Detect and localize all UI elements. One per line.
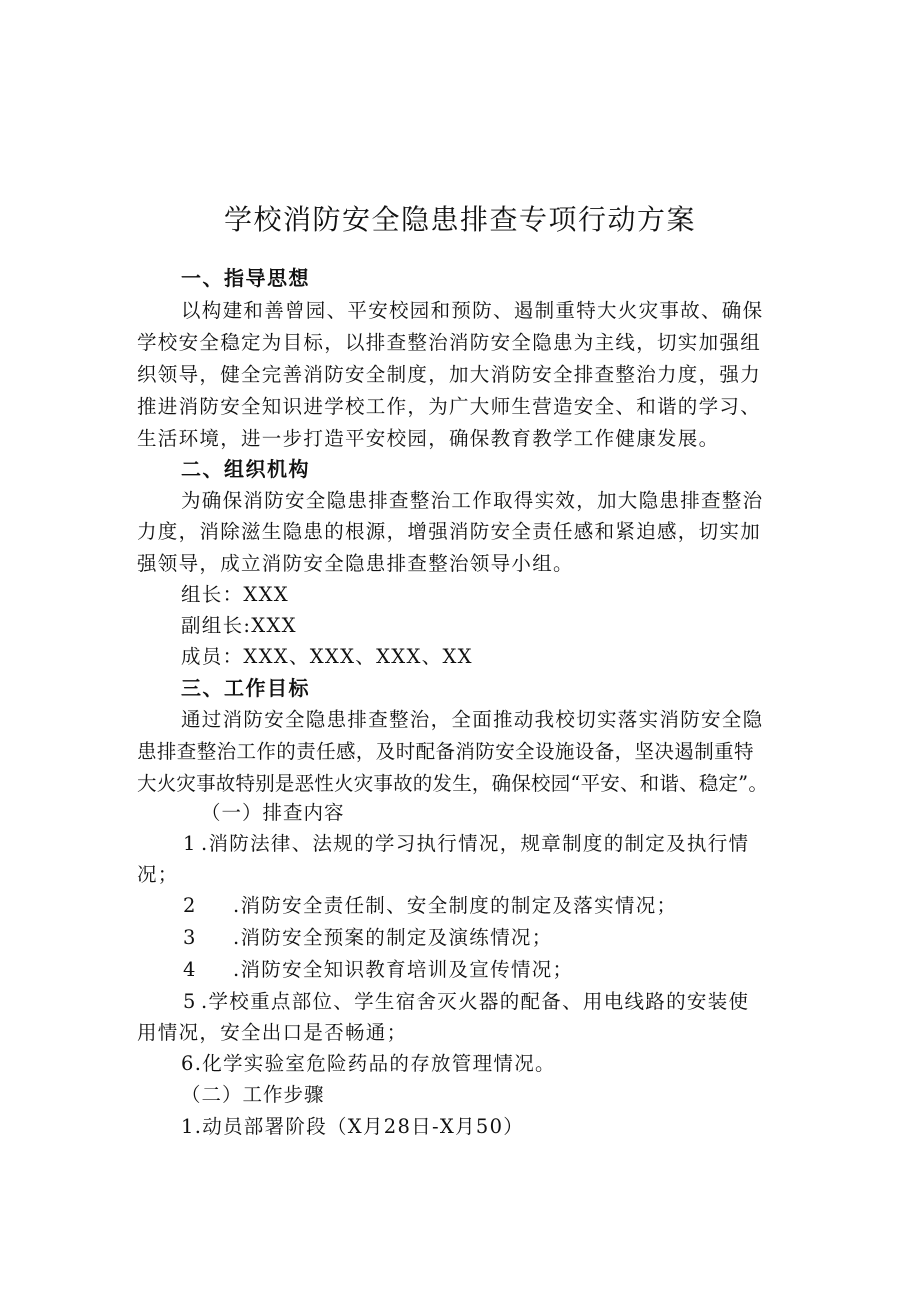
list-item-text: .消防安全知识教育培训及宣传情况； — [233, 958, 574, 981]
group-leader: 组长：XXX — [181, 583, 289, 606]
list-item — [183, 891, 677, 921]
list-item-number: 1 — [183, 832, 197, 855]
paragraph-line: 推进消防安全知识进学校工作，为广大师生营造安全、和谐的学习、 — [137, 395, 762, 418]
list-item: 1.动员部署阶段（X月28日-X月50） — [181, 1115, 525, 1138]
paragraph-line: 学校安全稳定为目标，以排查整治消防安全隐患为主线，切实加强组 — [137, 331, 762, 354]
subsection-heading-inspection-content: （一）排查内容 — [201, 801, 345, 824]
paragraph-line: 强领导，成立消防安全隐患排查整治领导小组。 — [137, 552, 574, 575]
list-item-text: .消防安全责任制、安全制度的制定及落实情况； — [233, 894, 678, 917]
list-item: 6.化学实验室危险药品的存放管理情况。 — [181, 1052, 556, 1075]
list-item-text: .消防法律、法规的学习执行情况，规章制度的制定及执行情 — [201, 832, 750, 855]
paragraph-line: 患排查整治工作的责任感，及时配备消防安全设施设备，坚决遏制重特 — [137, 740, 754, 763]
list-item-continuation: 用情况，安全出口是否畅通； — [137, 1021, 408, 1044]
list-item-continuation: 况； — [137, 863, 179, 886]
subsection-heading-work-steps: （二）工作步骤 — [181, 1083, 325, 1106]
section-heading-guiding-ideology: 一、指导思想 — [181, 266, 310, 290]
list-item-number: 4 — [183, 958, 197, 981]
paragraph-line: 为确保消防安全隐患排查整治工作取得实效，加大隐患排查整治 — [181, 489, 764, 512]
paragraph-line: 以构建和善曾园、平安校园和预防、遏制重特大火灾事故、确保 — [181, 299, 764, 322]
list-item-number: 5 — [183, 990, 197, 1013]
list-item — [183, 987, 749, 1017]
list-item — [183, 829, 749, 859]
list-item — [183, 955, 573, 985]
list-item-text: .学校重点部位、学生宿舍灭火器的配备、用电线路的安装使 — [201, 990, 750, 1013]
section-heading-work-goals: 三、工作目标 — [181, 676, 310, 700]
list-item-text: .消防安全预案的制定及演练情况； — [233, 926, 553, 949]
document-title: 学校消防安全隐患排查专项行动方案 — [223, 203, 696, 236]
paragraph-line: 力度，消除滋生隐患的根源，增强消防安全责任感和紧迫感，切实加 — [137, 520, 762, 543]
list-item — [183, 923, 553, 953]
group-members: 成员：XXX、XXX、XXX、XX — [181, 645, 473, 668]
paragraph-line: 织领导，健全完善消防安全制度，加大消防安全排查整治力度，强力 — [137, 363, 762, 386]
list-item-number: 2 — [183, 894, 197, 917]
group-deputy-leader: 副组长:XXX — [181, 614, 297, 637]
section-heading-organization: 二、组织机构 — [181, 457, 310, 481]
paragraph-line: 大火灾事故特别是恶性火灾事故的发生，确保校园“平安、和谐、稳定”。 — [137, 772, 769, 795]
paragraph-line: 通过消防安全隐患排查整治，全面推动我校切实落实消防安全隐 — [181, 708, 764, 731]
list-item-number: 3 — [183, 926, 197, 949]
paragraph-line: 生活环境，进一步打造平安校园，确保教育教学工作健康发展。 — [137, 427, 720, 450]
